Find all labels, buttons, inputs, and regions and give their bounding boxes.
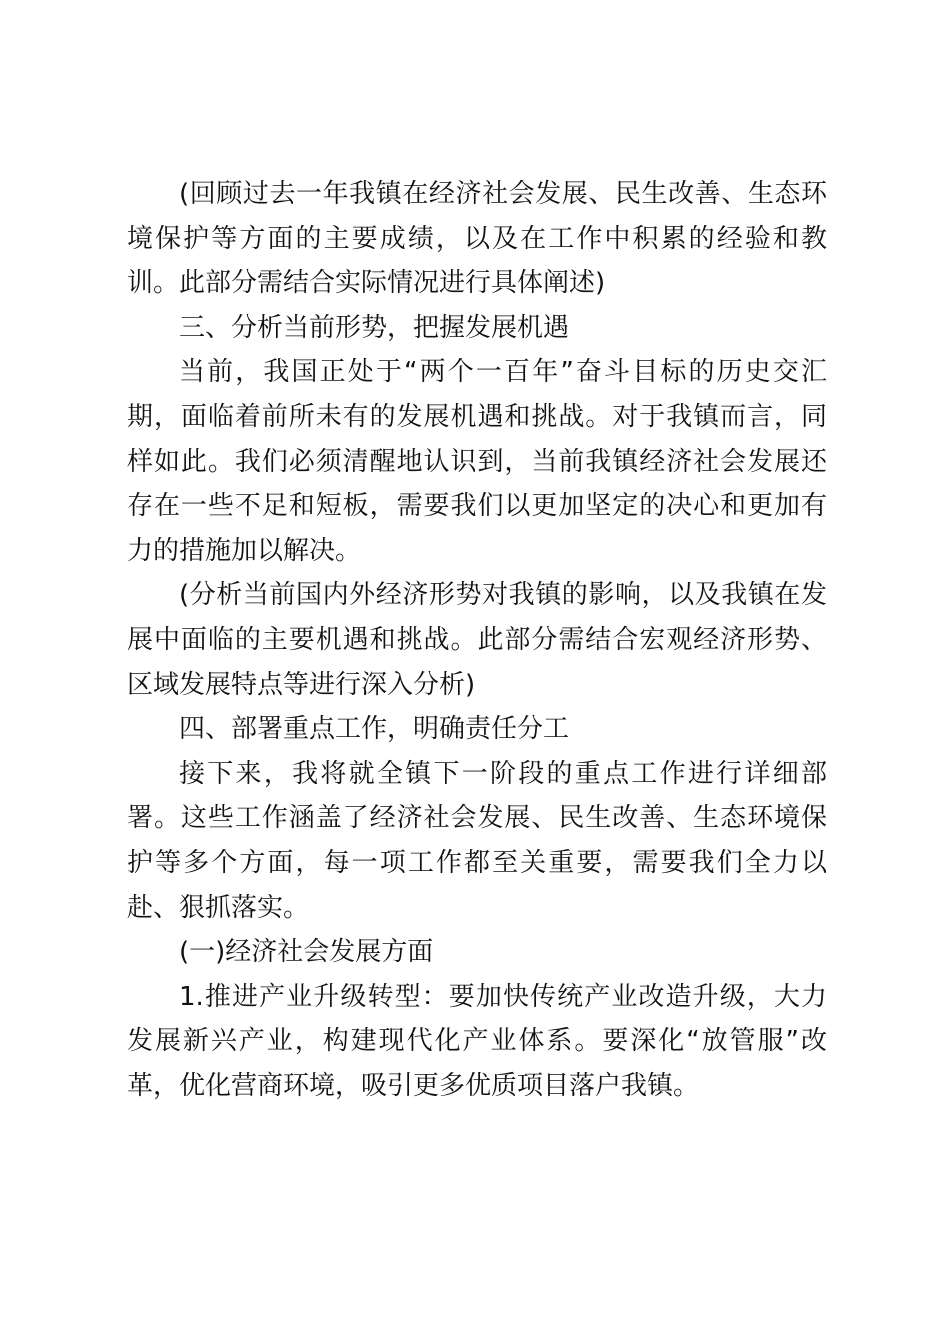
subsection-heading-1: (一)经济社会发展方面 [179, 937, 434, 968]
paragraph-current-situation: 当前，我国正处于“两个一百年”奋斗目标的历史交汇期，面临着前所未有的发展机遇和挑战。对于我镇而言，同样如此。我们必须清醒地认识到，当前我镇经济社会发展还存在一些不足和短板，需要我们以更加坚定的决心和更加有力的措施加以解决。 [127, 357, 827, 566]
paragraph-review-note: (回顾过去一年我镇在经济社会发展、民生改善、生态环境保护等方面的主要成绩，以及在工作中积累的经验和教训。此部分需结合实际情况进行具体阐述) [127, 179, 827, 299]
document-body [127, 172, 827, 1108]
section-heading-4: 四、部署重点工作，明确责任分工 [179, 714, 570, 745]
section-heading-3: 三、分析当前形势，把握发展机遇 [179, 312, 570, 343]
paragraph-analysis-note: (分析当前国内外经济形势对我镇的影响，以及我镇在发展中面临的主要机遇和挑战。此部分需结合宏观经济形势、区域发展特点等进行深入分析) [127, 580, 827, 700]
paragraph-industry-upgrade: 1.推进产业升级转型：要加快传统产业改造升级，大力发展新兴产业，构建现代化产业体系。要深化“放管服”改革，优化营商环境，吸引更多优质项目落户我镇。 [127, 981, 827, 1101]
paragraph-deployment-intro: 接下来，我将就全镇下一阶段的重点工作进行详细部署。这些工作涵盖了经济社会发展、民生改善、生态环境保护等多个方面，每一项工作都至关重要，需要我们全力以赴、狠抓落实。 [127, 758, 827, 923]
